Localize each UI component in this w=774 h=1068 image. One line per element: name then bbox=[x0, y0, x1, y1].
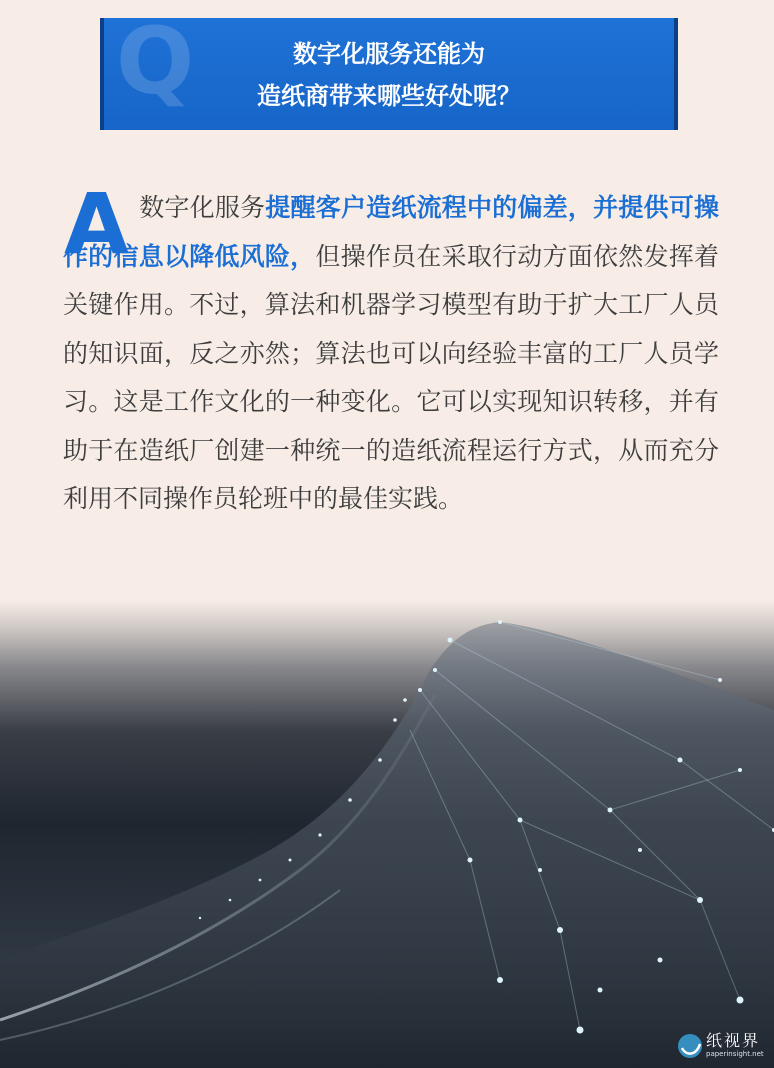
logo-name: 纸视界 bbox=[706, 1031, 761, 1050]
network-wave-image bbox=[0, 600, 774, 1068]
question-line-1: 数字化服务还能为 bbox=[293, 40, 485, 68]
answer-paragraph bbox=[63, 175, 719, 524]
wave-illustration bbox=[0, 600, 774, 1068]
answer-body: 但操作员在采取行动方面依然发挥着关键作用。不过，算法和机器学习模型有助于扩大工厂人员的知识面，反之亦然；算法也可以向经验丰富的工厂人员学习。这是工作文化的一种变化。它可以实现知识转移，并有助于在造纸厂创建一种统一的造纸流程运行方式，从而充分利用不同操作员轮班中的最佳实践。 bbox=[63, 241, 719, 513]
answer-highlight: 提醒客户造纸流程中的偏差，并提供可操作的信息以降低风险， bbox=[63, 193, 719, 271]
question-banner bbox=[100, 8, 678, 130]
answer-intro: 数字化服务 bbox=[139, 193, 266, 222]
question-letter: Q bbox=[116, 8, 195, 115]
answer-letter: A bbox=[64, 175, 130, 273]
logo-url: paperinsight.net bbox=[706, 1050, 764, 1058]
question-line-2: 造纸商带来哪些好处呢？ bbox=[257, 82, 521, 110]
question-title bbox=[104, 33, 674, 117]
